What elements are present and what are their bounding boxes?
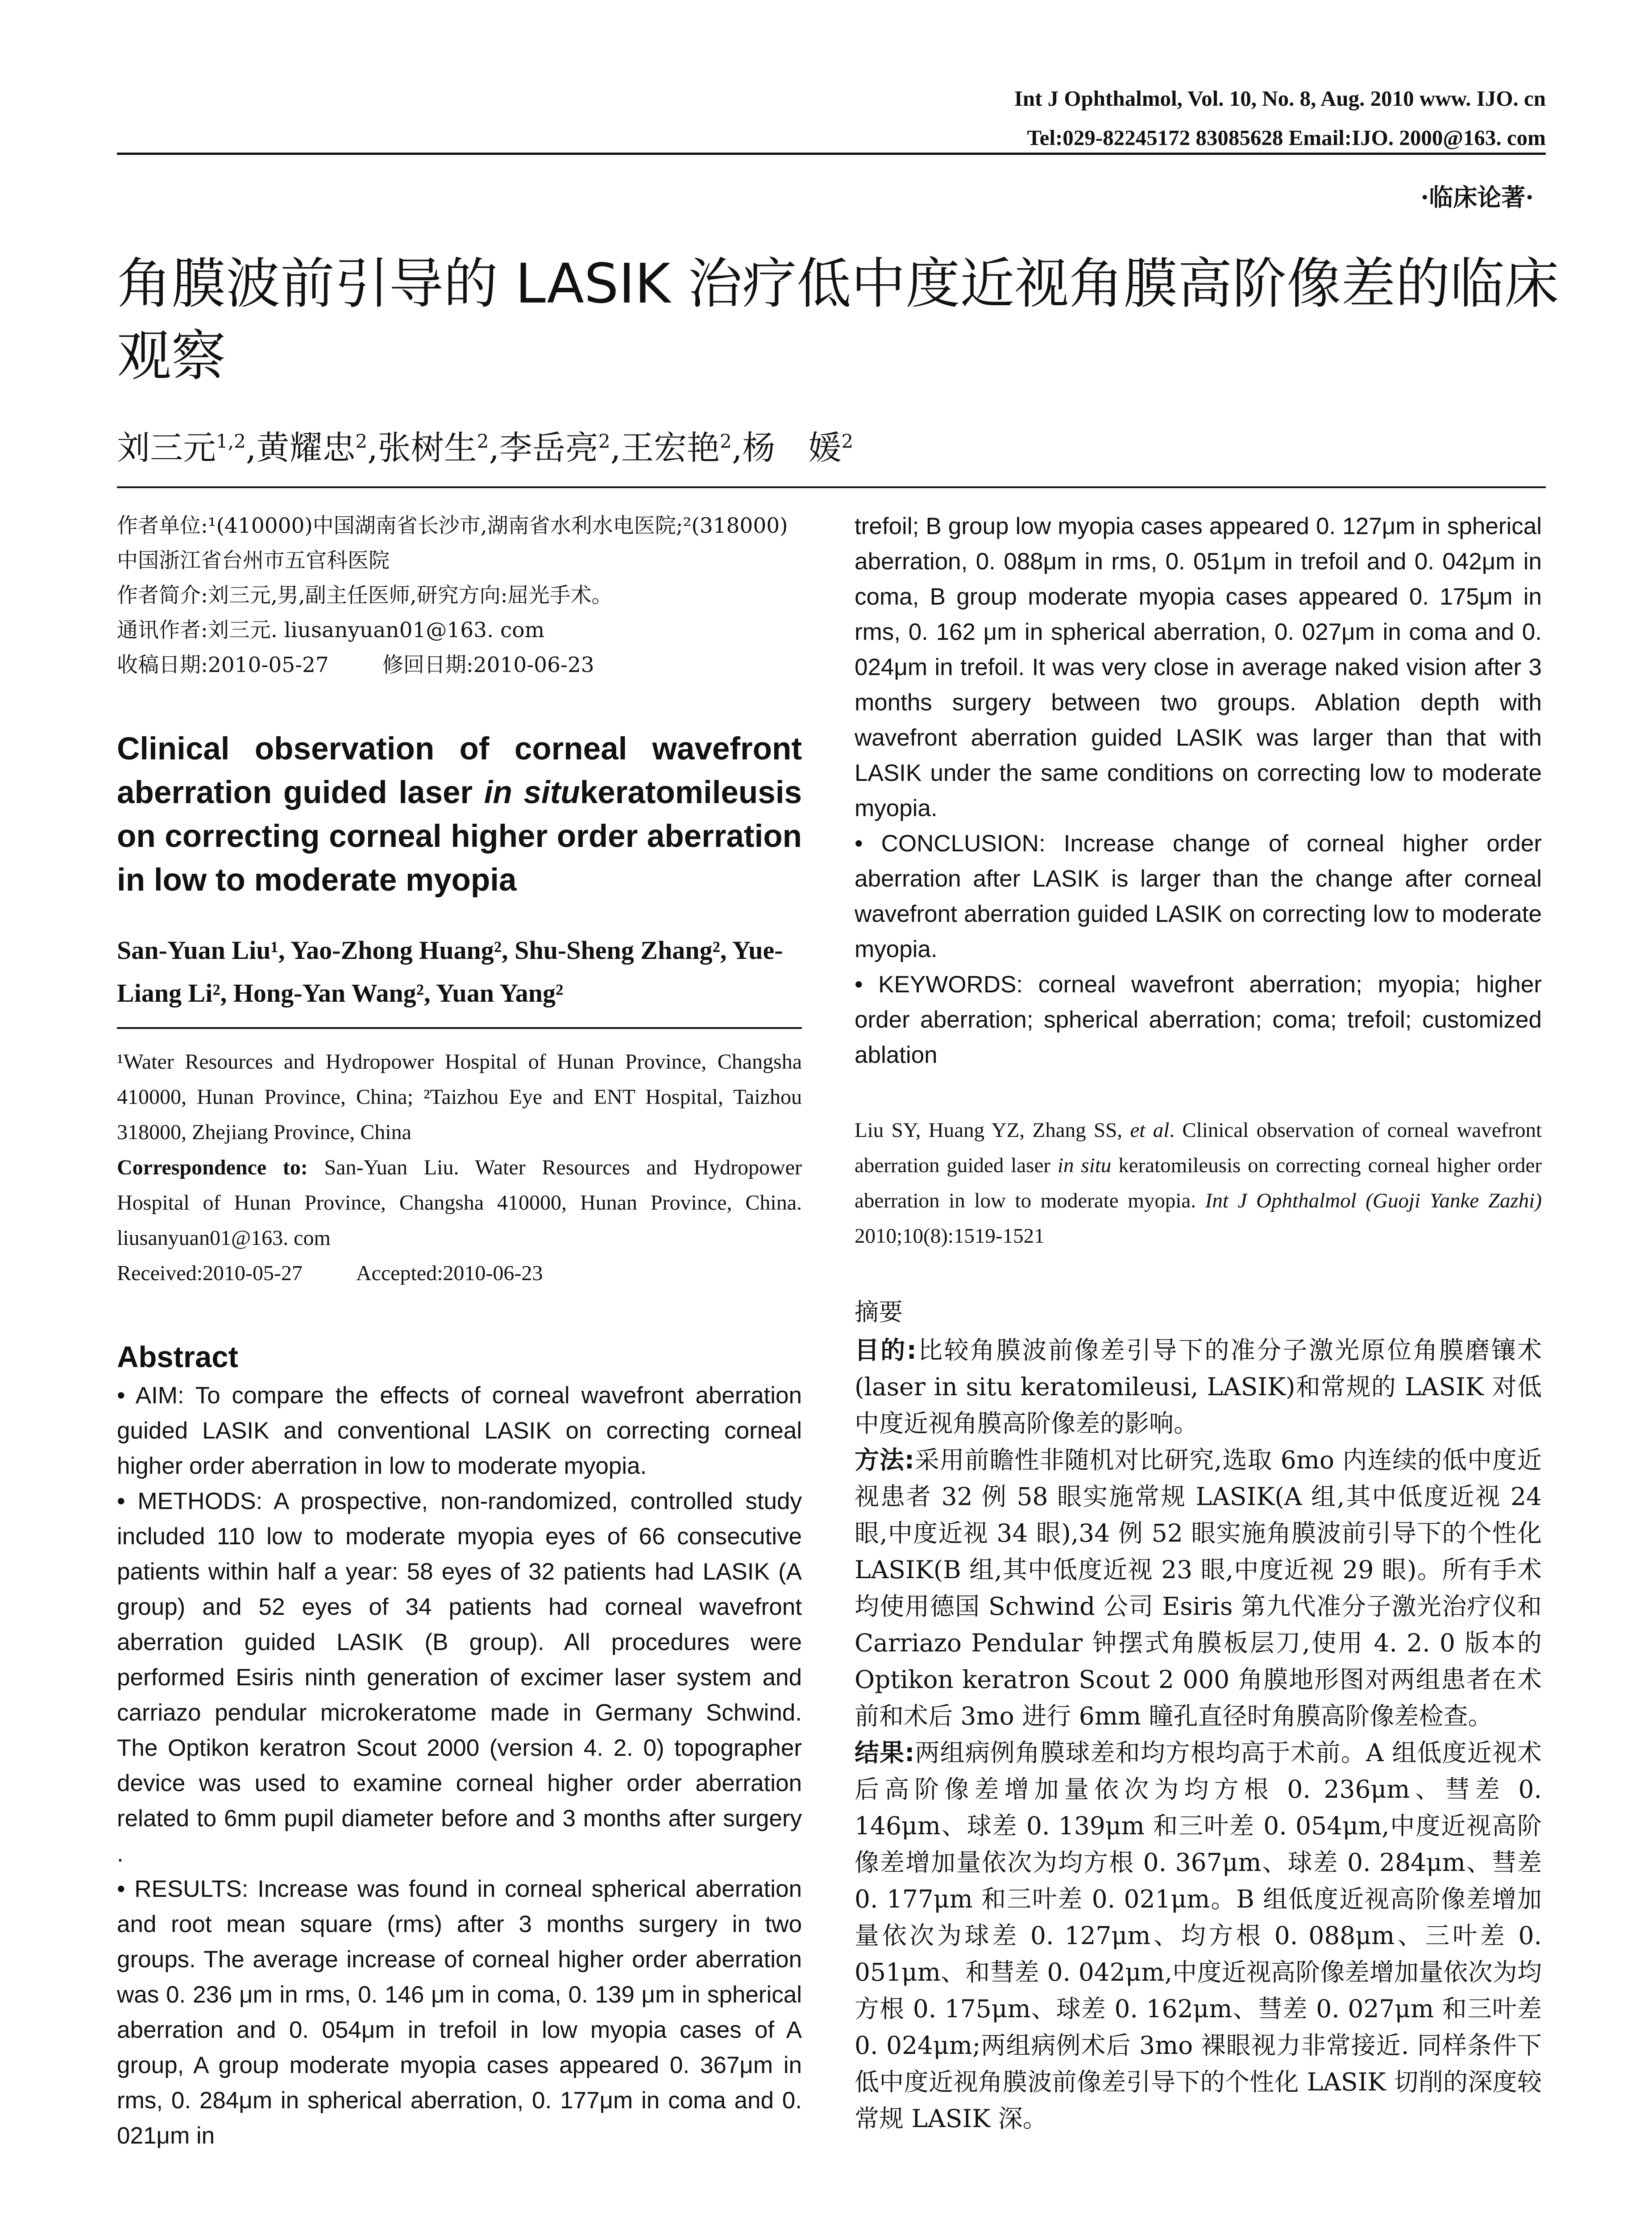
journal-contact-line: Tel:029-82245172 83085628 Email:IJO. 2000@163. com bbox=[1027, 125, 1546, 150]
author-sup: 1,2 bbox=[216, 430, 246, 452]
author-cn: 刘三元 bbox=[117, 429, 216, 467]
citation-journal: Int J Ophthalmol (Guoji Yanke Zazhi) bbox=[1205, 1189, 1542, 1212]
correspondence bbox=[117, 1150, 802, 1256]
citation-part: keratomileusis on correcting corneal higher order aberration in low to moderate myopia. bbox=[855, 1154, 1542, 1212]
author-sup: 2 bbox=[355, 430, 368, 452]
author-sup: 2 bbox=[841, 430, 854, 452]
cn-methods-text: 采用前瞻性非随机对比研究,选取 6mo 内连续的低中度近视患者 32 例 58 眼实施常规 LASIK(A 组,其中低度近视 24 眼,中度近视 34 眼),34 例 52 眼实施角膜波前引导下的个性化 LASIK(B 组,其中低度近视 23 眼,中度近视 29 眼)。所有手术均使用德国 Schwind 公司 Esiris 第九代准分子激光治疗仪和 Carriazo Pendular 钟摆式角膜板层刀,使用 4. 2. 0 版本的 Optikon keratron Scout 2 000 角膜地形图对两组患者在术前和术后 3mo 进行 6mm 瞳孔直径时角膜高阶像差检查。 bbox=[855, 1446, 1542, 1730]
citation-part: Liu SY, Huang YZ, Zhang SS, bbox=[855, 1119, 1130, 1142]
column-tag: ·临床论著· bbox=[1420, 183, 1534, 211]
abstract-heading: Abstract bbox=[117, 1340, 238, 1374]
author-cn: 黄耀忠 bbox=[256, 429, 356, 467]
cn-results-text: 两组病例角膜球差和均方根均高于术前。A 组低度近视术后高阶像差增加量依次为均方根 0. 236μm、彗差 0. 146μm、球差 0. 139μm 和三叶差 0. 054μm,中度近视高阶像差增加量依次为均方根 0. 367μm、球差 0. 284μm、彗差 0. 177μm 和三叶差 0. 021μm。B 组低度近视高阶像差增加量依次为球差 0. 127μm、均方根 0. 088μm、三叶差 0. 051μm、和彗差 0. 042μm,中度近视高阶像差增加量依次为均方根 0. 175μm、球差 0. 162μm、彗差 0. 027μm 和三叶差 0. 024μm;两组病例术后 3mo 裸眼视力非常接近. 同样条件下低中度近视角膜波前像差引导下的个性化 LASIK 切削的深度较常规 LASIK 深。 bbox=[855, 1738, 1542, 2133]
header-divider bbox=[117, 153, 1546, 155]
english-title-part: keratomileusis on correcting corneal higher order aberration in low to moderate myopia bbox=[117, 775, 802, 898]
dates-cn bbox=[117, 648, 802, 683]
abstract-methods: • METHODS: A prospective, non-randomized, controlled study included 110 low to moderate myopia eyes of 66 consecutive patients within half a year: 58 eyes of 32 patients had LASIK (A group) and 52 eyes of 34 patients had corneal wavefront aberration guided LASIK (B group). All procedures were performed Esiris ninth generation of excimer laser system and carriazo pendular microkeratome made in Germany Schwind. The Optikon keratron Scout 2000 (version 4. 2. 0) topographer device was used to examine corneal higher order aberration related to 6mm pupil diameter before and 3 months after surgery . bbox=[117, 1488, 802, 1867]
accepted-date: Accepted:2010-06-23 bbox=[356, 1261, 543, 1285]
cn-aim-text: 比较角膜波前像差引导下的准分子激光原位角膜磨镶术(laser in situ keratomileusi, LASIK)和常规的 LASIK 对低中度近视角膜高阶像差的影响。 bbox=[855, 1336, 1542, 1438]
english-title bbox=[117, 727, 802, 902]
author-sup: 2 bbox=[720, 430, 732, 452]
right-column bbox=[855, 509, 1542, 2137]
journal-info-line: Int J Ophthalmol, Vol. 10, No. 8, Aug. 2010 www. IJO. cn bbox=[1014, 86, 1546, 111]
cn-aim-label: 目的: bbox=[855, 1336, 917, 1364]
author-cn: 王宏艳 bbox=[621, 429, 720, 467]
cn-methods-label: 方法: bbox=[855, 1446, 914, 1474]
correspondence-text: San-Yuan Liu. Water Resources and Hydropower Hospital of Hunan Province, Changsha 410000, Hunan Province, China. liusanyuan01@163. com bbox=[117, 1156, 802, 1250]
cn-abstract-heading: 摘要 bbox=[855, 1298, 903, 1326]
received-date-cn: 收稿日期:2010-05-27 bbox=[117, 653, 329, 677]
cn-abstract-aim bbox=[855, 1332, 1542, 1442]
english-title-part: Clinical observation of corneal wavefront aberration guided laser bbox=[117, 731, 802, 810]
received-date: Received:2010-05-27 bbox=[117, 1261, 303, 1285]
abstract-results: • RESULTS: Increase was found in corneal spherical aberration and root mean square (rms) after 3 months surgery in two groups. The average increase of corneal higher order aberration was 0. 236 μm in rms, 0. 146 μm in coma, 0. 139 μm in spherical aberration and 0. 054μm in trefoil in low myopia cases of A group, A group moderate myopia cases appeared 0. 367μm in rms, 0. 284μm in spherical aberration, 0. 177μm in coma and 0. 021μm in bbox=[117, 1876, 802, 2149]
author-cn: 李岳亮 bbox=[499, 429, 598, 467]
authors-divider bbox=[117, 1027, 802, 1029]
citation-part: . Clinical observation of corneal wavefront aberration guided laser bbox=[855, 1119, 1542, 1177]
abstract-conclusion: • CONCLUSION: Increase change of corneal higher order aberration after LASIK is larger than the change after corneal wavefront aberration guided LASIK on correcting low to moderate myopia. bbox=[855, 830, 1542, 962]
revised-date-cn: 修回日期:2010-06-23 bbox=[382, 653, 594, 677]
abstract-keywords: • KEYWORDS: corneal wavefront aberration; myopia; higher order aberration; spherical aberration; coma; trefoil; customized ablation bbox=[855, 971, 1542, 1068]
author-sup: 2 bbox=[598, 430, 610, 452]
left-column bbox=[117, 509, 802, 2153]
abstract-results-continued: trefoil; B group low myopia cases appeared 0. 127μm in spherical aberration, 0. 088μm in rms, 0. 051μm in trefoil and 0. 042μm in coma, B group moderate myopia cases appeared 0. 175μm in rms, 0. 162 μm in spherical aberration, 0. 027μm in coma and 0. 024μm in trefoil. It was very close in average naked vision after 3 months surgery between two groups. Ablation depth with wavefront aberration guided LASIK was larger than that with LASIK under the same conditions on correcting low to moderate myopia. bbox=[855, 513, 1542, 821]
abstract-aim: • AIM: To compare the effects of corneal wavefront aberration guided LASIK and conventional LASIK on correcting corneal higher order aberration in low to moderate myopia. bbox=[117, 1382, 802, 1479]
corresponding-author: 通讯作者:刘三元. liusanyuan01@163. com bbox=[117, 618, 545, 643]
english-title-italic: in situ bbox=[484, 775, 580, 810]
cn-abstract-methods bbox=[855, 1442, 1542, 1734]
english-authors: San-Yuan Liu¹, Yao-Zhong Huang², Shu-Sheng Zhang², Yue-Liang Li², Hong-Yan Wang², Yuan Yang² bbox=[117, 936, 783, 1008]
citation-part: 2010;10(8):1519-1521 bbox=[855, 1224, 1045, 1248]
author-sup: 2 bbox=[477, 430, 489, 452]
author-bio: 作者简介:刘三元,男,副主任医师,研究方向:屈光手术。 bbox=[117, 583, 613, 608]
correspondence-label: Correspondence to: bbox=[117, 1156, 308, 1179]
citation bbox=[855, 1113, 1542, 1254]
citation-insitu: in situ bbox=[1057, 1154, 1112, 1177]
cn-abstract-results bbox=[855, 1734, 1542, 2137]
title-divider bbox=[117, 486, 1546, 488]
affiliation: ¹Water Resources and Hydropower Hospital of Hunan Province, Changsha 410000, Hunan Province, China; ²Taizhou Eye and ENT Hospital, Taizhou 318000, Zhejiang Province, China bbox=[117, 1050, 802, 1144]
dates-en bbox=[117, 1256, 802, 1291]
author-unit: 作者单位:¹(410000)中国湖南省长沙市,湖南省水利水电医院;²(318000)中国浙江省台州市五官科医院 bbox=[117, 514, 788, 573]
author-cn: 杨 媛 bbox=[742, 429, 842, 467]
authors-cn: 刘三元$^{1,2}$,黄耀忠$^2$,张树生$^2$,李岳亮$^2$,王宏艳$^2$,杨 媛$^2$ bbox=[117, 429, 854, 467]
citation-etal: et al bbox=[1130, 1119, 1170, 1142]
page-title-cn: 角膜波前引导的 LASIK 治疗低中度近视角膜高阶像差的临床观察 bbox=[117, 252, 1559, 388]
author-cn: 张树生 bbox=[378, 429, 477, 467]
cn-results-label: 结果: bbox=[855, 1738, 915, 1767]
